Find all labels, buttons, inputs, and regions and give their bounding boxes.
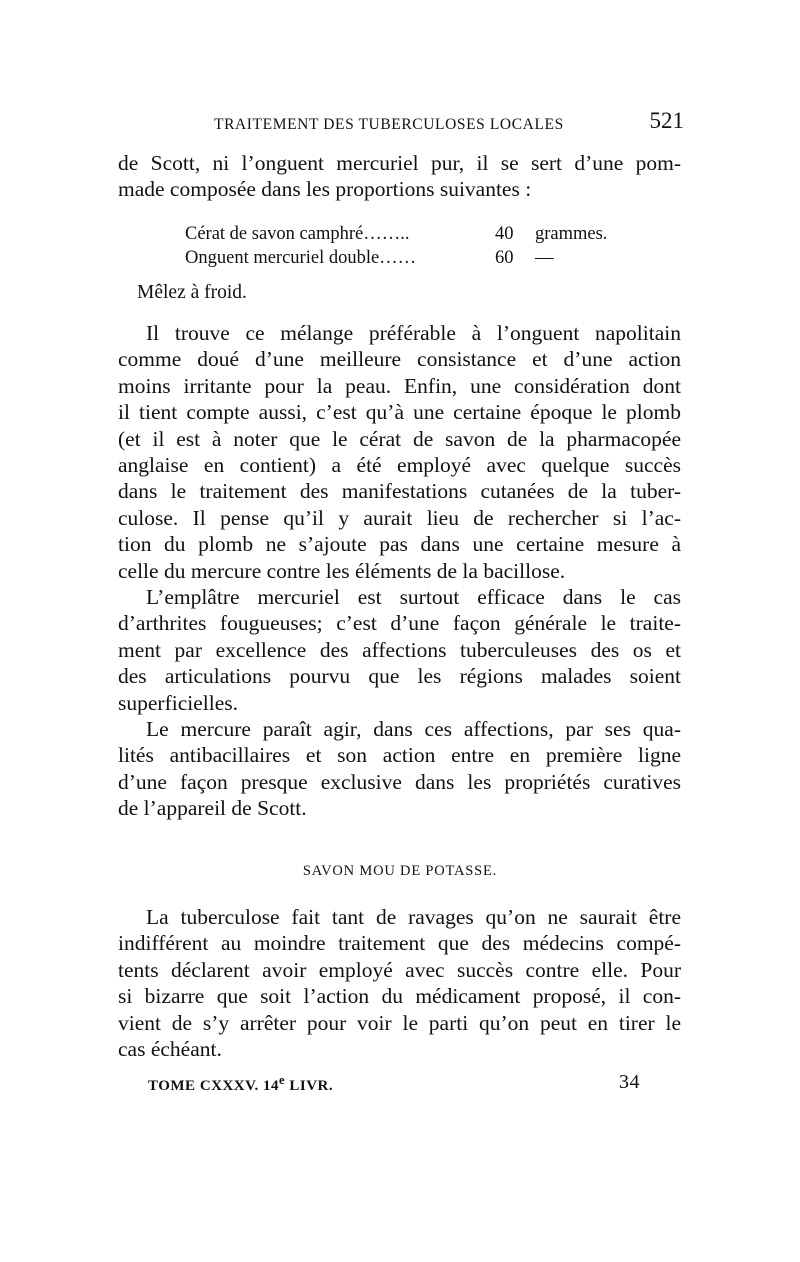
text-line: cas échéant. — [118, 1036, 222, 1061]
preparation-note: Mêlez à froid. — [137, 282, 247, 303]
text-line: Il trouve ce mélange préférable à l’onguent napolitain — [146, 321, 681, 345]
text-line: ment par excellence des affections tuberculeuses des os et — [118, 637, 681, 662]
ingredient-unit: — — [535, 248, 554, 268]
text-line: d’arthrites fougueuses; c’est d’une façon générale le traite- — [118, 611, 681, 636]
text-line: culose. Il pense qu’il y aurait lieu de rechercher si l’ac- — [118, 505, 681, 530]
signature-superscript: e — [279, 1073, 286, 1087]
text-line: lités antibacillaires et son action entre en première ligne — [118, 743, 681, 768]
text-line: made composée dans les proportions suivantes : — [118, 177, 532, 202]
volume-signature — [148, 1073, 334, 1094]
running-title: TRAITEMENT DES TUBERCULOSES LOCALES — [214, 116, 564, 133]
text-line: L’emplâtre mercuriel est surtout efficace dans le cas — [146, 585, 681, 609]
text-line: d’une façon presque exclusive dans les propriétés curatives — [118, 769, 681, 794]
page-footer — [148, 1073, 640, 1095]
text-line: il tient compte aussi, c’est qu’à une certaine époque le plomb — [118, 400, 681, 425]
paragraph-intro — [118, 150, 681, 203]
signature-text: TOME CXXXV. 14 — [148, 1078, 280, 1094]
running-head — [118, 108, 684, 138]
recipe-row — [185, 222, 607, 246]
ingredient-quantity: 40 — [495, 224, 514, 244]
text-line: comme doué d’une meilleure consistance et d’une action — [118, 347, 681, 372]
text-line: si bizarre que soit l’action du médicament proposé, il con- — [118, 984, 681, 1009]
text-line: superficielles. — [118, 690, 238, 715]
text-line: anglaise en contient) a été employé avec quelque succès — [118, 452, 681, 477]
paragraph-mercure — [118, 716, 681, 822]
text-line: de l’appareil de Scott. — [118, 796, 307, 821]
text-line: vient de s’y arrêter pour voir le parti qu’on peut en tirer le — [118, 1010, 681, 1035]
text-line: des articulations pourvu que les régions malades soient — [118, 664, 681, 689]
paragraph-emplatre — [118, 584, 681, 716]
ingredient-quantity: 60 — [495, 248, 514, 268]
text-line: La tuberculose fait tant de ravages qu’on ne saurait être — [146, 905, 681, 929]
text-line: de Scott, ni l’onguent mercuriel pur, il se sert d’une pom- — [118, 151, 681, 175]
text-line: tents déclarent avoir employé avec succès contre elle. Pour — [118, 957, 681, 982]
ingredient-unit: grammes. — [535, 224, 608, 244]
recipe-table — [185, 222, 607, 270]
text-line: moins irritante pour la peau. Enfin, une considération dont — [118, 373, 681, 398]
text-line: tion du plomb ne s’ajoute pas dans une certaine mesure à — [118, 532, 681, 557]
sheet-number: 34 — [619, 1071, 640, 1093]
text-line: indifférent au moindre traitement que des médecins compé- — [118, 931, 681, 956]
text-line: (et il est à noter que le cérat de savon de la pharmacopée — [118, 426, 681, 451]
recipe-row — [185, 246, 607, 270]
text-line: dans le traitement des manifestations cutanées de la tuber- — [118, 479, 681, 504]
ingredient-name: Onguent mercuriel double…… — [185, 248, 417, 268]
ingredient-name: Cérat de savon camphré…….. — [185, 224, 410, 244]
text-line: Le mercure paraît agir, dans ces affections, par ses qua- — [146, 717, 681, 741]
section-heading: SAVON MOU DE POTASSE. — [302, 863, 498, 879]
page-number: 521 — [649, 108, 684, 133]
text-line: celle du mercure contre les éléments de la bacillose. — [118, 558, 566, 583]
paragraph-comparison — [118, 320, 681, 584]
paragraph-savon — [118, 904, 681, 1062]
signature-tail: LIVR. — [285, 1078, 334, 1094]
